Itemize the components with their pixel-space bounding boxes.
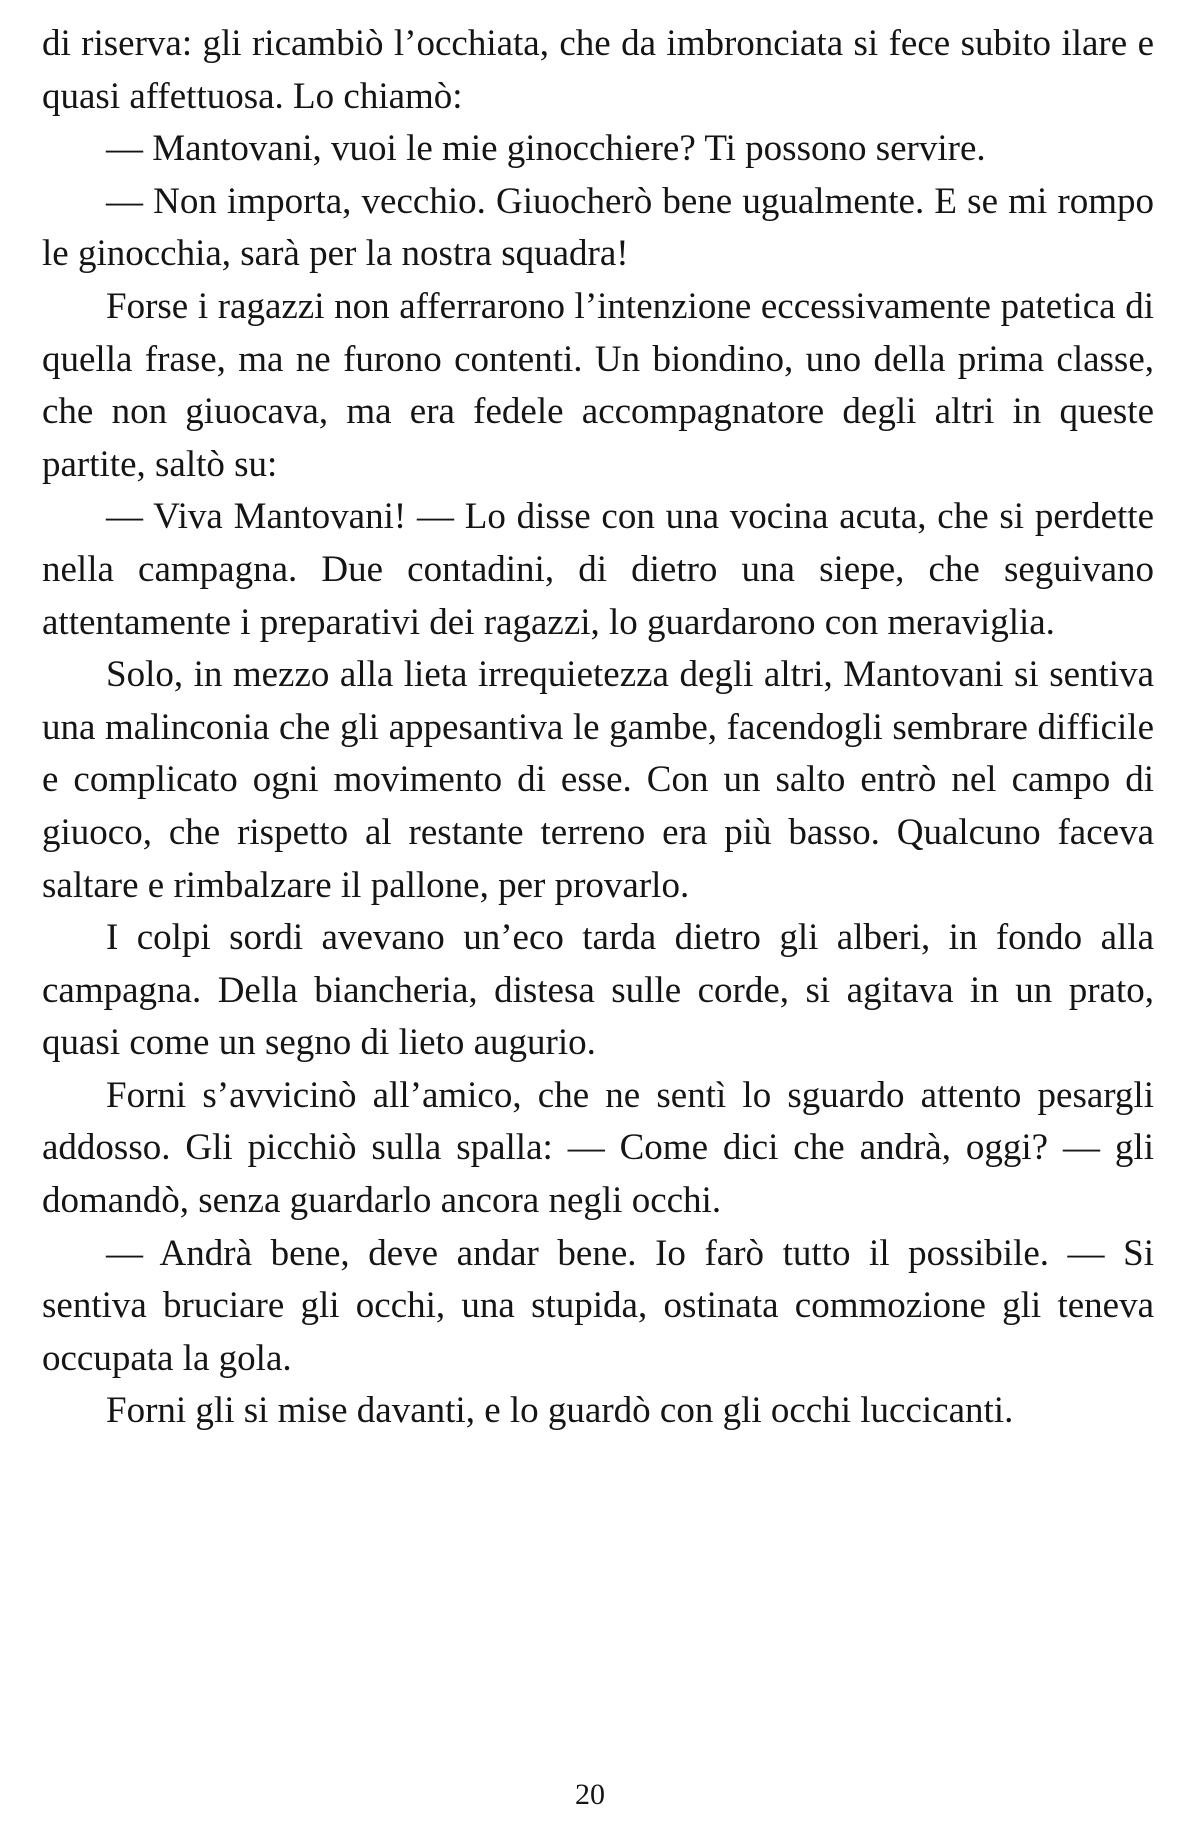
paragraph-2: — Mantovani, vuoi le mie ginocchiere? Ti possono servire.: [106, 128, 986, 170]
paragraph-6: Solo, in mezzo alla lieta irrequietezza degli altri, Mantovani si sentiva una malinconia che gli appesantiva le gambe, facendogli sembrare difficile e complicato ogni movimento di esse. Con un salto entrò nel campo di giuoco, che rispetto al restante terreno era più basso. Qualcuno faceva saltare e rimbalzare il pallone, per provarlo.: [42, 654, 1154, 906]
paragraph-7: I colpi sordi avevano un’eco tarda dietro gli alberi, in fondo alla campagna. Della biancheria, distesa sulle corde, si agitava in un prato, quasi come un segno di lieto augurio.: [42, 917, 1154, 1064]
paragraph-4: Forse i ragazzi non afferrarono l’intenzione eccessivamente patetica di quella frase, ma ne furono contenti. Un biondino, uno della prima classe, che non giuocava, ma era fedele accompagnatore degli altri in queste partite, saltò su:: [42, 285, 1154, 485]
paragraph-1: di riserva: gli ricambiò l’occhiata, che da imbronciata si fece subito ilare e quasi affettuosa. Lo chiamò:: [42, 23, 1154, 117]
paragraph-10: Forni gli si mise davanti, e lo guardò con gli occhi luccicanti.: [106, 1390, 1014, 1432]
paragraph-9: — Andrà bene, deve andar bene. Io farò tutto il possibile. — Si sentiva bruciare gli occhi, una stupida, ostinata commozione gli teneva occupata la gola.: [42, 1232, 1154, 1379]
paragraph-8: Forni s’avvicinò all’amico, che ne sentì lo sguardo attento pesargli addosso. Gli picchiò sulla spalla: — Come dici che andrà, oggi? — gli domandò, senza guardarlo ancora negli occhi.: [42, 1074, 1154, 1222]
page-body: [42, 18, 1154, 1438]
paragraph-5: — Viva Mantovani! — Lo disse con una vocina acuta, che si perdette nella campagna. Due contadini, di dietro una siepe, che seguivano attentamente i preparativi dei ragazzi, lo guardarono con meraviglia.: [42, 496, 1154, 643]
page-number: 20: [575, 1778, 605, 1811]
paragraph-3: — Non importa, vecchio. Giuocherò bene ugualmente. E se mi rompo le ginocchia, sarà per la nostra squadra!: [42, 180, 1154, 275]
